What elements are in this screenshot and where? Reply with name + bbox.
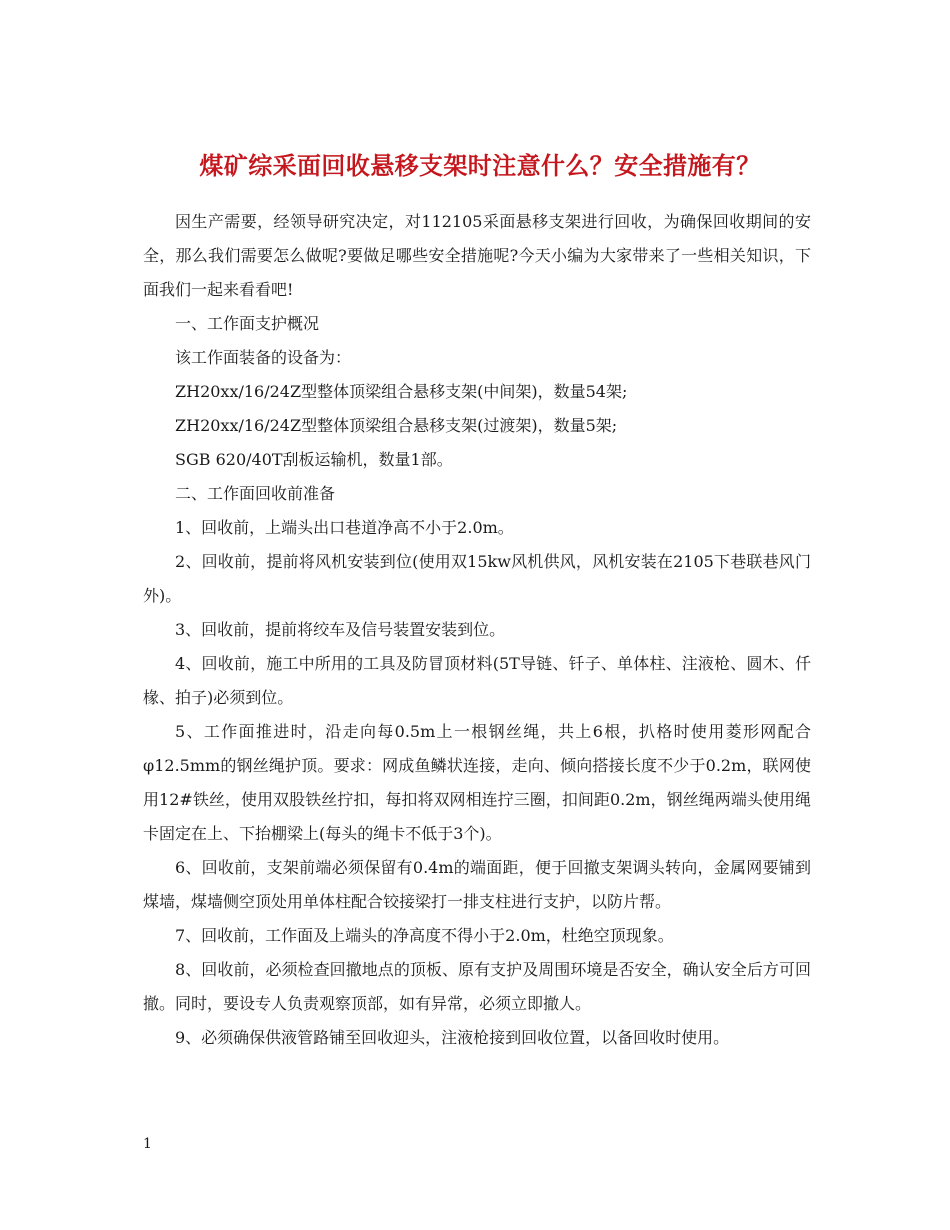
preparation-item-1: 1、回收前，上端头出口巷道净高不小于2.0m。: [175, 518, 514, 537]
preparation-item-6: 6、回收前，支架前端必须保留有0.4m的端面距，便于回撤支架调头转向，金属网要铺到煤墙，煤墙侧空顶处用单体柱配合铰接梁打一排支柱进行支护，以防片帮。: [143, 858, 811, 911]
equipment-item-middle-support: ZH20xx/16/24Z型整体顶梁组合悬移支架(中间架)，数量54架;: [175, 382, 628, 401]
preparation-item-8: 8、回收前，必须检查回撤地点的顶板、原有支护及周围环境是否安全，确认安全后方可回撤。同时，要设专人负责观察顶部，如有异常，必须立即撤人。: [143, 960, 811, 1013]
page-number: 1: [143, 1136, 152, 1152]
document-body: [143, 205, 811, 1055]
preparation-item-9: 9、必须确保供液管路铺至回收迎头，注液枪接到回收位置，以备回收时使用。: [175, 1028, 730, 1047]
preparation-item-2: 2、回收前，提前将风机安装到位(使用双15kw风机供风，风机安装在2105下巷联巷风门外)。: [143, 552, 811, 605]
preparation-item-3: 3、回收前，提前将绞车及信号装置安装到位。: [175, 620, 506, 639]
preparation-item-5: 5、工作面推进时，沿走向每0.5m上一根钢丝绳，共上6根，扒格时使用菱形网配合φ12.5mm的钢丝绳护顶。要求：网成鱼鳞状连接，走向、倾向搭接长度不少于0.2m，联网使用12#铁丝，使用双股铁丝拧扣，每扣将双网相连拧三圈，扣间距0.2m，钢丝绳两端头使用绳卡固定在上、下抬棚梁上(每头的绳卡不低于3个)。: [143, 722, 811, 843]
preparation-item-7: 7、回收前，工作面及上端头的净高度不得小于2.0m，杜绝空顶现象。: [175, 926, 674, 945]
paragraph-intro: 因生产需要，经领导研究决定，对112105采面悬移支架进行回收，为确保回收期间的安全，那么我们需要怎么做呢?要做足哪些安全措施呢?今天小编为大家带来了一些相关知识，下面我们一起来看看吧!: [143, 212, 811, 299]
section-heading-preparation: 二、工作面回收前准备: [175, 484, 336, 503]
document-title: 煤矿综采面回收悬移支架时注意什么？安全措施有？: [199, 151, 761, 181]
equipment-item-conveyor: SGB 620/40T刮板运输机，数量1部。: [175, 450, 453, 469]
preparation-item-4: 4、回收前，施工中所用的工具及防冒顶材料(5T导链、钎子、单体柱、注液枪、圆木、仟椽、拍子)必须到位。: [143, 654, 811, 707]
equipment-item-transition-support: ZH20xx/16/24Z型整体顶梁组合悬移支架(过渡架)，数量5架;: [175, 416, 618, 435]
paragraph-equipment-intro: 该工作面装备的设备为：: [175, 348, 352, 367]
section-heading-support-overview: 一、工作面支护概况: [175, 314, 320, 333]
